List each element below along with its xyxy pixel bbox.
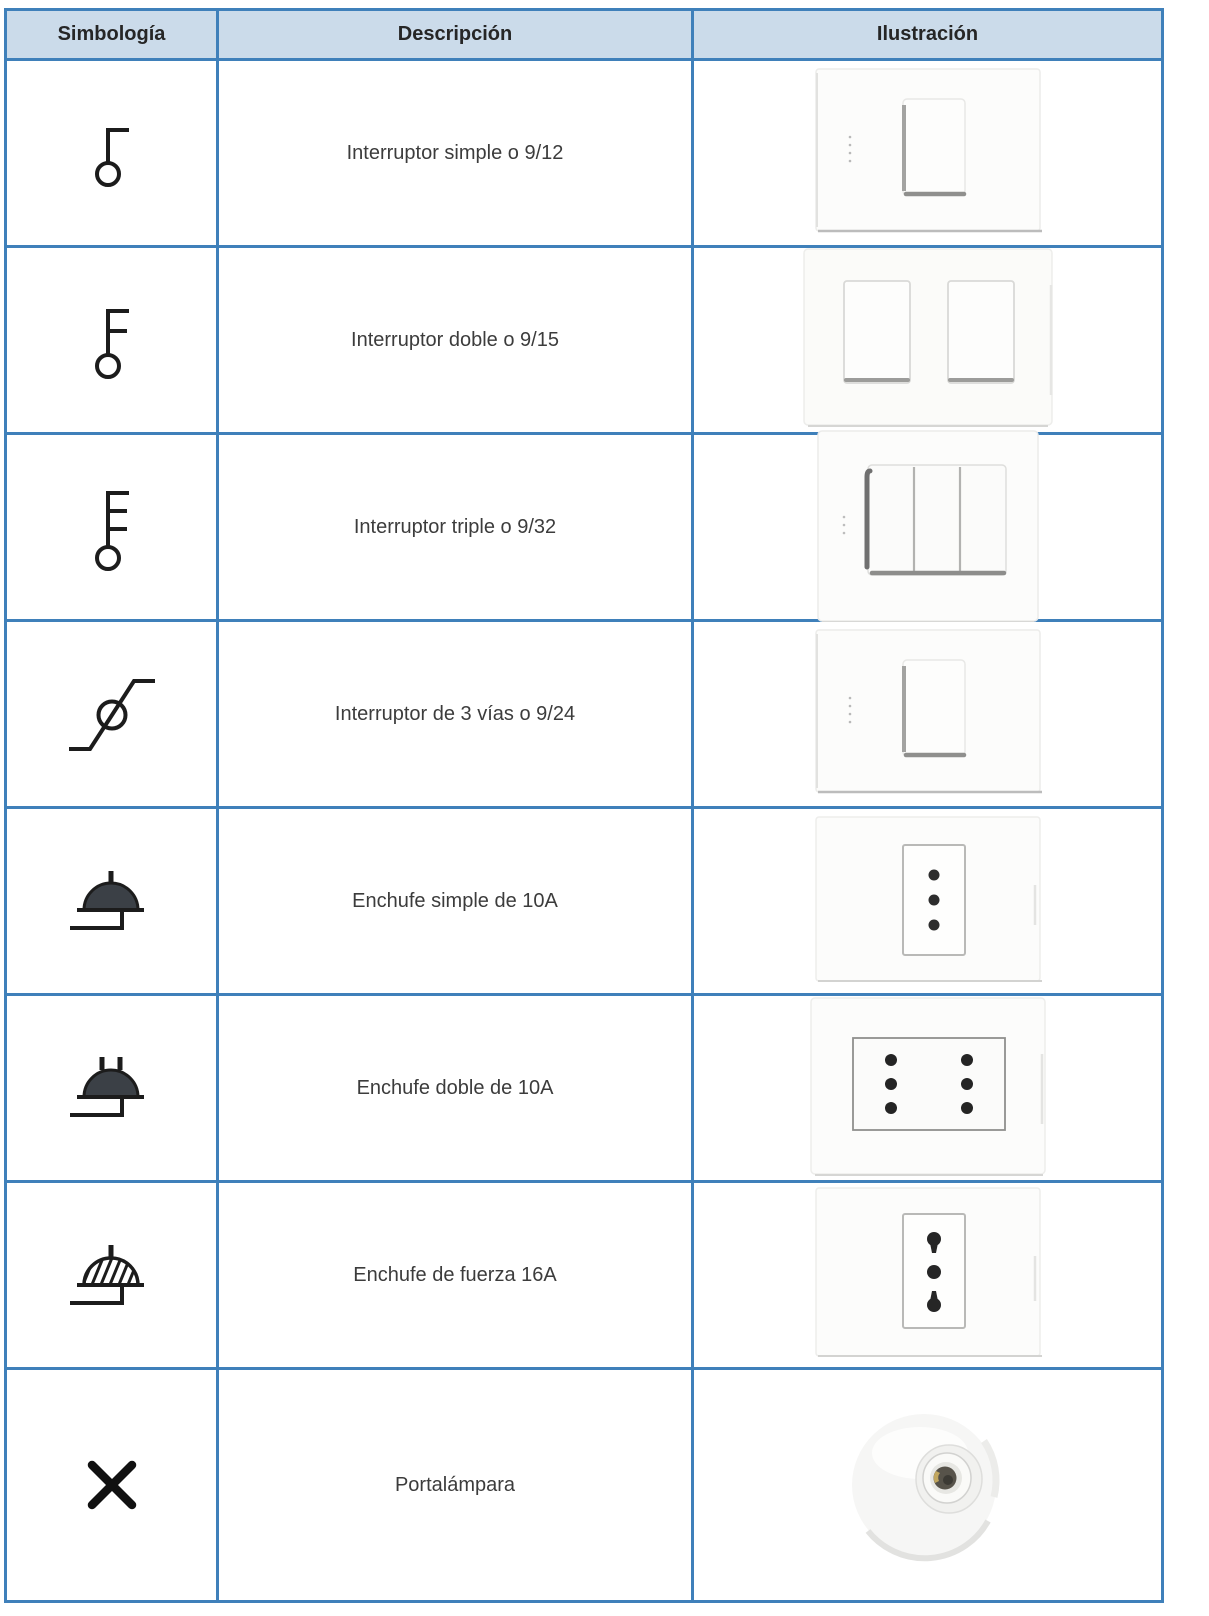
description-cell xyxy=(219,435,691,619)
description-cell xyxy=(219,996,691,1180)
symbol-cell xyxy=(7,1183,216,1367)
double-outlet-symbol xyxy=(62,1045,162,1131)
double-outlet-plate xyxy=(805,994,1051,1182)
single-switch-plate xyxy=(810,67,1046,239)
triple-switch-plate xyxy=(810,427,1046,627)
three-way-switch-symbol xyxy=(65,664,159,764)
single-outlet-plate xyxy=(810,815,1046,987)
description-cell xyxy=(219,61,691,245)
illustration-cell xyxy=(694,61,1161,245)
symbol-cell xyxy=(7,809,216,993)
symbol-cell xyxy=(7,622,216,806)
description-text: Portalámpara xyxy=(394,1473,516,1496)
single-outlet-symbol xyxy=(62,858,162,944)
illustration-cell xyxy=(694,248,1161,432)
header-description-label: Descripción xyxy=(397,23,513,45)
symbol-cell xyxy=(7,996,216,1180)
symbology-table xyxy=(4,8,1164,1603)
lamp-holder-symbol xyxy=(81,1454,143,1516)
symbol-cell xyxy=(7,61,216,245)
power-outlet-plate xyxy=(810,1186,1046,1364)
single-switch-symbol xyxy=(80,117,144,189)
description-text: Enchufe simple de 10A xyxy=(352,889,558,912)
double-switch-symbol xyxy=(80,299,144,381)
symbol-cell xyxy=(7,1370,216,1600)
description-text: Interruptor doble o 9/15 xyxy=(351,328,559,351)
illustration-cell xyxy=(694,1370,1161,1600)
description-text: Interruptor de 3 vías o 9/24 xyxy=(334,702,576,725)
header-illustration xyxy=(694,11,1161,58)
description-cell xyxy=(219,622,691,806)
symbol-cell xyxy=(7,435,216,619)
description-cell xyxy=(219,809,691,993)
lamp-holder-photo xyxy=(838,1401,1018,1569)
description-text: Interruptor simple o 9/12 xyxy=(346,141,564,164)
illustration-cell xyxy=(694,809,1161,993)
header-symbol-label: Simbología xyxy=(57,23,166,45)
description-cell xyxy=(219,1370,691,1600)
description-text: Interruptor triple o 9/32 xyxy=(353,515,557,538)
single-switch-plate xyxy=(810,628,1046,800)
illustration-cell xyxy=(694,1183,1161,1367)
description-text: Enchufe doble de 10A xyxy=(356,1076,554,1099)
header-illustration-label: Ilustración xyxy=(876,23,979,45)
description-cell xyxy=(219,248,691,432)
triple-switch-symbol xyxy=(80,481,144,573)
illustration-cell xyxy=(694,435,1161,619)
header-symbol xyxy=(7,11,216,58)
header-description xyxy=(219,11,691,58)
power-outlet-symbol xyxy=(62,1231,162,1319)
description-cell xyxy=(219,1183,691,1367)
symbol-cell xyxy=(7,248,216,432)
double-switch-plate xyxy=(798,245,1058,435)
description-text: Enchufe de fuerza 16A xyxy=(353,1263,557,1286)
illustration-cell xyxy=(694,996,1161,1180)
illustration-cell xyxy=(694,622,1161,806)
